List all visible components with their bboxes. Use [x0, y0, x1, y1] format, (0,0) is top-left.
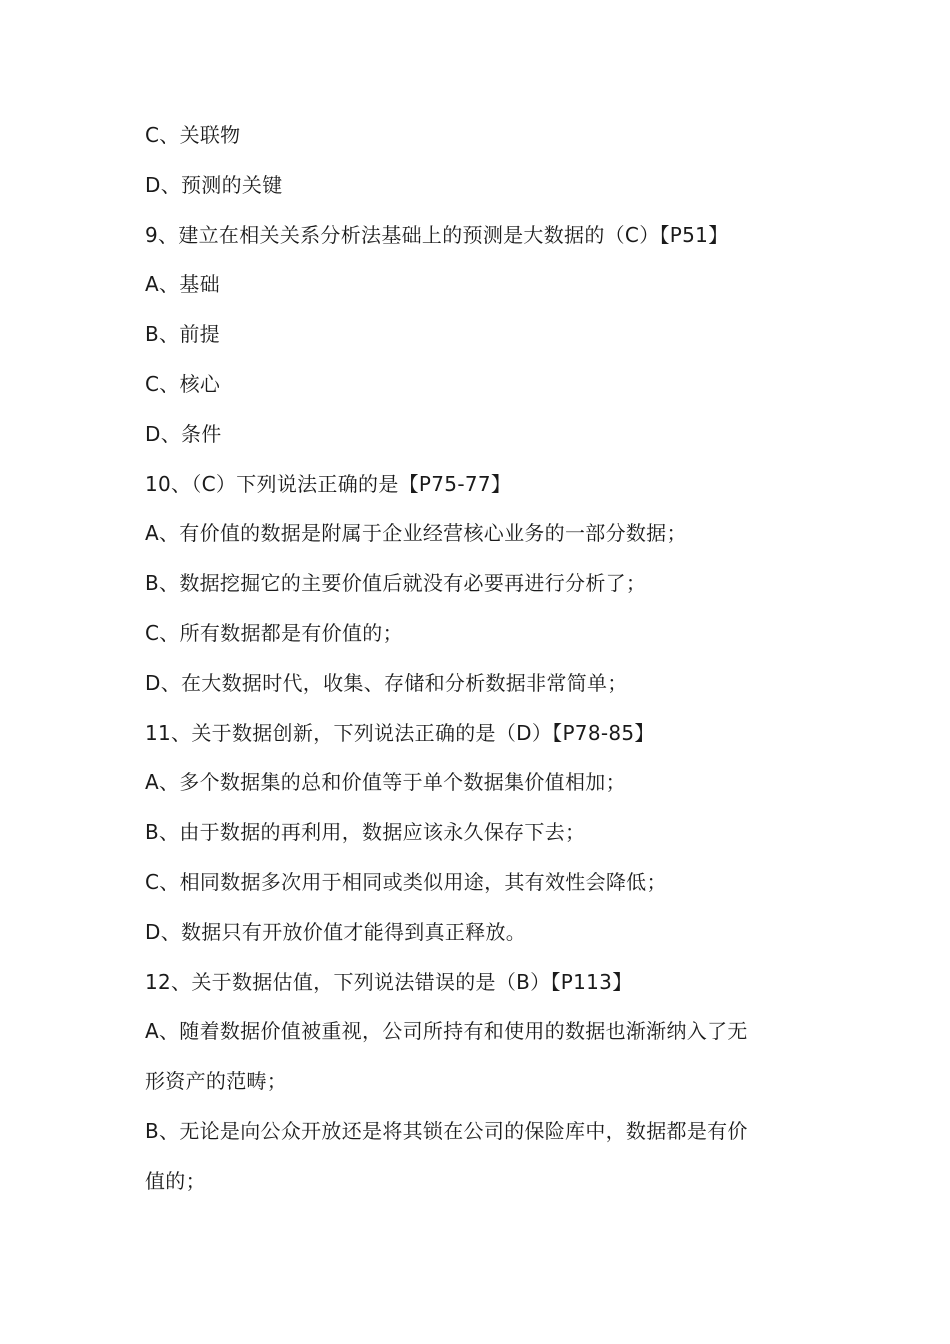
option-8-c: C、关联物 — [145, 123, 241, 147]
option-11-b: B、由于数据的再利用，数据应该永久保存下去； — [145, 820, 586, 845]
option-11-d: D、数据只有开放价值才能得到真正释放。 — [145, 919, 527, 944]
question-12: 12、关于数据估值，下列说法错误的是（B）【P113】 — [145, 969, 633, 994]
document-body — [145, 111, 815, 1207]
option-12-a: A、随着数据价值被重视，公司所持有和使用的数据也渐渐纳入了无 — [145, 1019, 748, 1044]
option-9-b: B、前提 — [145, 322, 220, 347]
option-10-a: A、有价值的数据是附属于企业经营核心业务的一部分数据； — [145, 521, 687, 546]
option-10-c: C、所有数据都是有价值的； — [145, 620, 403, 645]
question-11: 11、关于数据创新，下列说法正确的是（D）【P78-85】 — [145, 720, 655, 745]
question-9: 9、建立在相关关系分析法基础上的预测是大数据的（C）【P51】 — [145, 222, 729, 247]
option-12-b: B、无论是向公众开放还是将其锁在公司的保险库中，数据都是有价 — [145, 1118, 748, 1143]
option-12-a-continued: 形资产的范畴； — [145, 1069, 288, 1094]
option-11-c: C、相同数据多次用于相同或类似用途，其有效性会降低； — [145, 869, 667, 894]
option-8-d: D、预测的关键 — [145, 172, 283, 197]
option-10-b: B、数据挖掘它的主要价值后就没有必要再进行分析了； — [145, 571, 647, 596]
option-12-b-continued: 值的； — [145, 1168, 206, 1193]
option-9-d: D、条件 — [145, 421, 222, 446]
option-9-c: C、核心 — [145, 371, 221, 396]
option-9-a: A、基础 — [145, 272, 220, 297]
option-11-a: A、多个数据集的总和价值等于单个数据集价值相加； — [145, 770, 626, 795]
question-10: 10、（C）下列说法正确的是【P75-77】 — [145, 471, 512, 496]
option-10-d: D、在大数据时代，收集、存储和分析数据非常简单； — [145, 670, 628, 695]
